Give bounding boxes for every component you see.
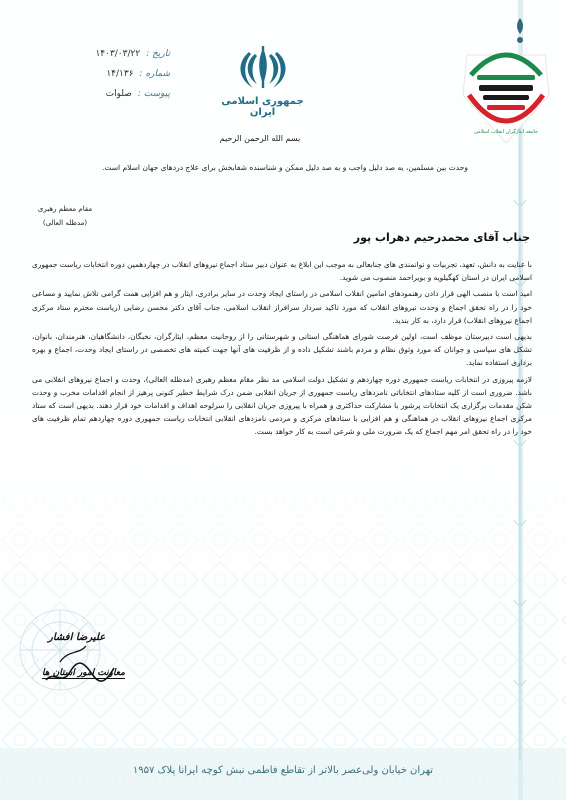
salutation: جناب آقای محمدرحیم دهراب پور xyxy=(353,231,530,244)
signatory-title: معاونت امور استان ها xyxy=(42,668,125,678)
quote-source: مقام معظم رهبری (مدظله العالی) xyxy=(37,205,93,227)
iran-emblem-icon xyxy=(233,44,293,94)
number-value: ۱۴/۱۳۶ xyxy=(106,69,134,79)
attachment-value: صلوات xyxy=(105,89,132,99)
footer-address: تهران خیابان ولی‌عصر بالاتر از تقاطع فاطمی نبش کوچه ایرانا پلاک ۱۹۵۷ xyxy=(132,765,434,776)
number-label: شماره : xyxy=(139,69,170,79)
number-row xyxy=(30,64,170,84)
government-title: جمهوری اسلامی ایران xyxy=(221,96,304,118)
leader-quote: وحدت بین مسلمین، یه صد دلیل واجب و به صد دلیل ممکن و شناسنده شفابخش برای علاج دردهای جهان اسلام است. xyxy=(101,163,468,172)
organization-seal-icon xyxy=(457,35,555,147)
seal-text: جامعه ایثارگران انقلاب اسلامی xyxy=(474,129,538,135)
attachment-row xyxy=(30,84,170,104)
date-label: تاریخ : xyxy=(146,49,170,59)
body-paragraph-1: با عنایت به دانش، تعهد، تجربیات و توانمندی های جنابعالی به موجب این ابلاغ به عنوان دبیر ستاد اجماع نیروهای انقلاب در چهاردهمین دوره انتخابات ریاست جمهوری اسلامی ایران در استان کهگیلویه و بویراحمد منصوب می شوید. xyxy=(32,260,532,283)
body-paragraph-4: لازمه پیروزی در انتخابات ریاست جمهوری دوره چهاردهم و تشکیل دولت اسلامی مد نظر مقام معظم رهبری (مدظله العالی)، وحدت و اجماع نیروهای انقلابی می باشد. ضروری است از کلیه ستادهای انتخاباتی نامزدهای ریاست جمهوری از جریان انقلابی ضمن درک شرایط خطیر کنونی پرهیز از انجام اقدامات مخرب و وحدت شکن مقدمات برگزاری یک انتخابات پرشور با مشارکت حداکثری و همراه با پیروزی جریان انقلابی را سرلوحه اهداف و اقدامات خود قرار دهند. بدیهی است که ستاد مرکزی اجماع نیروهای انقلاب در هماهنگی و هم افزایی با ستادهای مرکزی و مردمی نامزدهای انقلابی انتخابات ریاست جمهوری دوره چهاردهم تمام ظرفیت های خود را در راه تحقق امر مهم اجماع که یک ضرورت ملی و شرعی است به کار خواهد بست. xyxy=(32,374,532,437)
basmala: بسم الله الرحمن الرحیم xyxy=(219,134,301,143)
body-paragraph-3: بدیهی است دبیرستان موظف است، اولین فرصت شورای هماهنگی استانی و شهرستانی را از روحانیت معظم، ایثارگران، نخبگان، دانشگاهیان، هنرمندان، بانوان، تشکل های سیاسی و جوانان که مورد وثوق نظام و مردم باشند تشکیل داده و از ظرفیت های آنها جهت کمیته های تخصصی در راستای ایجاد وحدت، اجماع و بهره برداری استفاده نماید. xyxy=(32,332,532,368)
letter-meta xyxy=(30,44,170,104)
body-paragraph-2: امید است با منصب الهی قرار دادن رهنمودهای امامین انقلاب اسلامی در راستای ایجاد وحدت در سایر برادری، ایثار و هم افزایی همت گرامی تلاش نمایید و مساعی خود را در راه تحقق اجماع و وحدت نیروهای انقلاب که مورد تاکید سردار سرافراز انقلاب اسلامی، جناب آقای دکتر محسن رضایی (ریاست محترم ستاد مرکزی اجماع نیروهای انقلاب) قرار دارد، به کار بندید. xyxy=(32,289,532,325)
letter-body xyxy=(32,258,532,442)
date-value: ۱۴۰۳/۰۳/۲۲ xyxy=(95,49,141,59)
signatory-name: علیرضا افشار xyxy=(48,632,106,643)
attachment-label: پیوست : xyxy=(137,89,170,99)
date-row xyxy=(30,44,170,64)
